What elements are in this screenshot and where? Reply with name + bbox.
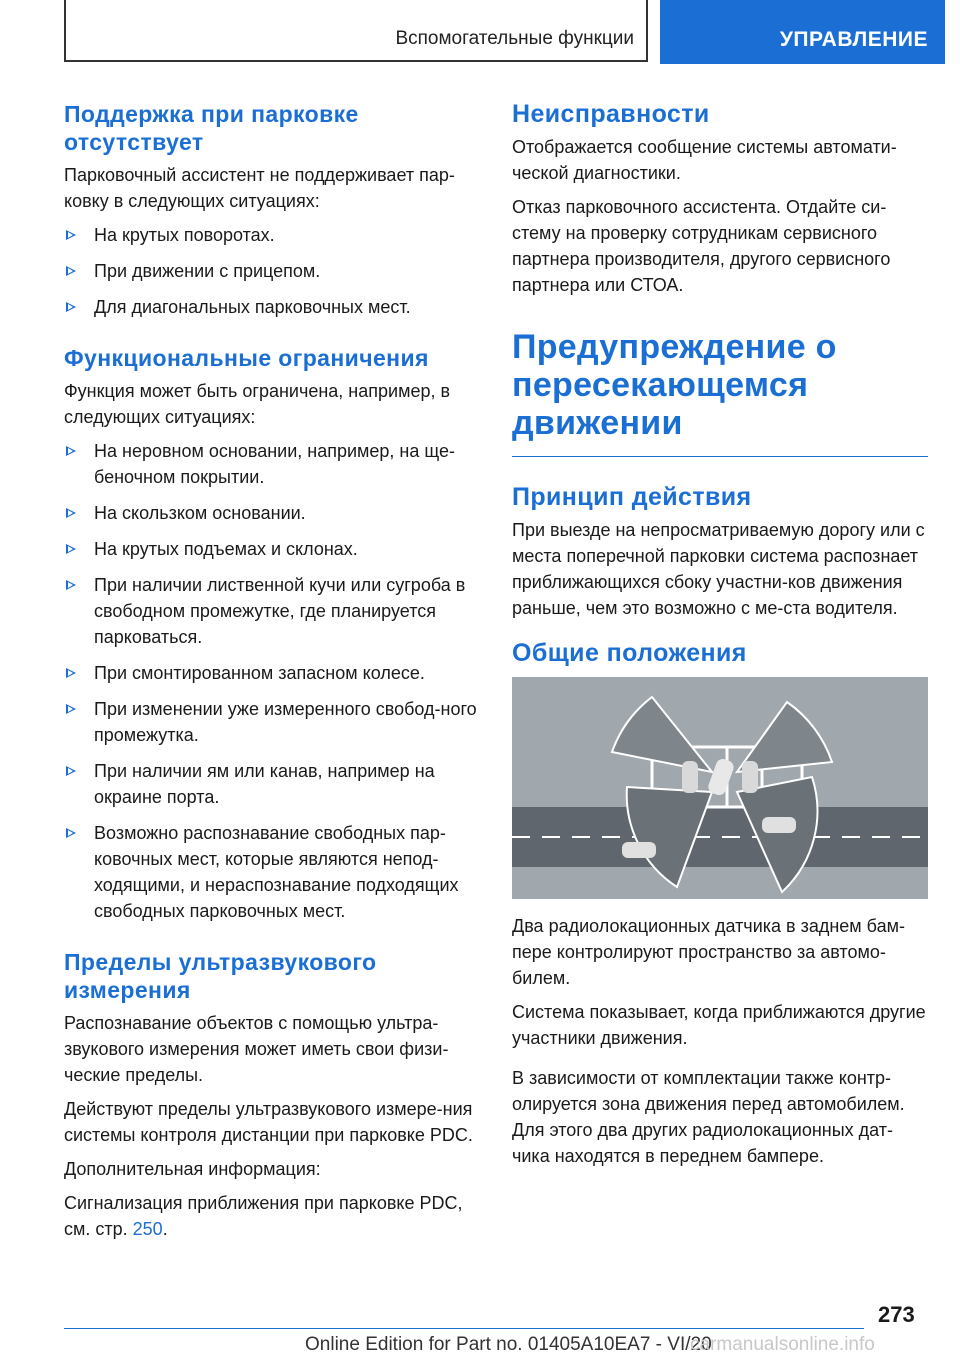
bullet-triangle-icon [66, 704, 76, 714]
list-item: На крутых поворотах. [64, 222, 480, 248]
list-item: Для диагональных парковочных мест. [64, 294, 480, 320]
right-column [512, 100, 928, 1177]
heading-ultrasonic: Пределы ультразвукового измерения [64, 949, 377, 1003]
bullet-triangle-icon [66, 766, 76, 776]
paragraph-general-1: Два радиолокационных датчика в заднем бам-пере контролируют пространство за автомо-билем. [512, 916, 905, 988]
list-item: При наличии ям или канав, например на окраине порта. [64, 758, 480, 810]
heading-principle: Принцип действия [512, 483, 752, 511]
paragraph-unsupported: Парковочный ассистент не поддерживает пар-ковку в следующих ситуациях: [64, 165, 455, 211]
list-item: На неровном основании, например, на ще-беночном покрытии. [64, 438, 480, 490]
paragraph-general-2: Система показывает, когда приближаются другие участники движения. [512, 1002, 926, 1048]
left-column [64, 100, 480, 1250]
radar-zones-diagram [512, 677, 928, 899]
footer-edition: Online Edition for Part no. 01405A10EA7 - VI/20 [305, 1334, 712, 1355]
cross-traffic-illustration [512, 677, 928, 899]
paragraph-limits: Функция может быть ограничена, например, в следующих ситуациях: [64, 381, 451, 427]
paragraph-ultrasonic-4: Сигнализация приближения при парковке PDC, см. стр. 250. [64, 1193, 463, 1239]
bullet-triangle-icon [66, 266, 76, 276]
list-item: На скользком основании. [64, 500, 480, 526]
heading-limits: Функциональные ограничения [64, 345, 429, 371]
paragraph-ultrasonic-1: Распознавание объектов с помощью ультра-звукового измерения может иметь свои физи-ческие пределы. [64, 1013, 449, 1085]
header-section-box [64, 0, 648, 62]
list-item: На крутых подъемах и склонах. [64, 536, 480, 562]
header-chapter-title: УПРАВЛЕНИЕ [779, 28, 928, 51]
bullet-triangle-icon [66, 544, 76, 554]
paragraph-faults-2: Отказ парковочного ассистента. Отдайте си-стему на проверку сотрудникам сервисного партнера производителя, другого сервисного партнера или СТОА. [512, 197, 891, 295]
page-reference-link[interactable]: 250 [132, 1219, 163, 1239]
footer-watermark: carmanualsonline.info [690, 1334, 875, 1355]
header-chapter-tab [660, 0, 945, 64]
paragraph-principle: При выезде на непросматриваемую дорогу или с места поперечной парковки система распознает приближающихся сбоку участни-ков движения раньше, чем это возможно с ме-ста водителя. [512, 520, 925, 618]
heading-unsupported: Поддержка при парковке отсутствует [64, 101, 359, 155]
paragraph-ultrasonic-2: Действуют пределы ультразвукового измере-ния системы контроля дистанции при парковке PDC. [64, 1099, 473, 1145]
bullet-triangle-icon [66, 668, 76, 678]
header-section-title: Вспомогательные функции [395, 28, 634, 49]
list-item: Возможно распознавание свободных пар-ковочных мест, которые являются непод-ходящими, и нераспознавание подходящих свободных парковочных мест. [64, 820, 480, 924]
list-limits [64, 438, 480, 924]
paragraph-ultrasonic-3: Дополнительная информация: [64, 1159, 321, 1179]
bullet-triangle-icon [66, 580, 76, 590]
list-item: При наличии лиственной кучи или сугроба в свободном промежутке, где планируется парковаться. [64, 572, 480, 650]
list-item: При движении с прицепом. [64, 258, 480, 284]
heading-cross-traffic: Предупреждение о пересекающемся движении [512, 328, 837, 442]
bullet-triangle-icon [66, 446, 76, 456]
footer-divider [64, 1328, 864, 1329]
bullet-triangle-icon [66, 828, 76, 838]
section-divider [512, 456, 928, 457]
list-item: При изменении уже измеренного свобод-ного промежутка. [64, 696, 480, 748]
heading-general: Общие положения [512, 639, 747, 667]
paragraph-faults-1: Отображается сообщение системы автомати-ческой диагностики. [512, 137, 897, 183]
list-unsupported [64, 222, 480, 320]
list-item: При смонтированном запасном колесе. [64, 660, 480, 686]
bullet-triangle-icon [66, 508, 76, 518]
page-number: 273 [878, 1302, 915, 1327]
heading-faults: Неисправности [512, 100, 710, 128]
bullet-triangle-icon [66, 230, 76, 240]
paragraph-general-3: В зависимости от комплектации также контр-олируется зона движения перед автомобилем. Для этого два других радиолокационных дат-чика находятся в переднем бампере. [512, 1068, 905, 1166]
bullet-triangle-icon [66, 302, 76, 312]
